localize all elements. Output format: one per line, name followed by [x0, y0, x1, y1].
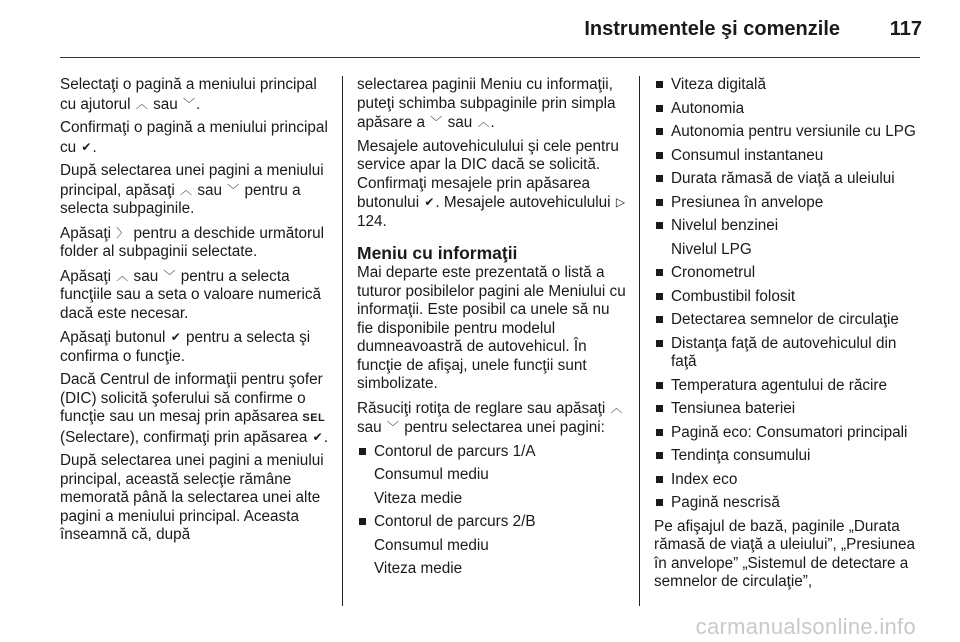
section-title: Instrumentele şi comenzile	[584, 18, 840, 40]
paragraph: Pe afişajul de bază, paginile „Durata rămasă de viaţă a uleiului”, „Presiunea în anvelope” „Sistemul de detectare a semnelor de circulaţie”,	[654, 517, 916, 590]
list-item: Consumul instantaneu	[654, 147, 926, 166]
list-item: Contorul de parcurs 2/B	[357, 513, 629, 532]
page-reference-triangle-icon: ▷	[615, 195, 626, 209]
sel-button-label: SEL	[302, 412, 326, 424]
list-item: Detectarea semnelor de circulaţie	[654, 311, 926, 330]
paragraph: După selectarea unei pagini a meniului principal, această selecţie rămâne memorată până la selectarea unei alte pagini a meniului principal. Aceasta înseamnă că, după	[60, 452, 324, 543]
header-rule	[60, 57, 920, 58]
list-item: Presiunea în anvelope	[654, 194, 926, 213]
chevron-up-icon: ︿	[610, 400, 623, 415]
list-item: Autonomia pentru versiunile cu LPG	[654, 123, 926, 142]
chevron-up-icon: ︿	[477, 115, 490, 129]
checkmark-icon: ✔	[424, 195, 435, 209]
paragraph: Mai departe este prezentată o listă a tuturor posibilelor pagini ale Meniului cu informaţii. Este posibil ca unele să nu fie disponibile pentru modelul dumneavoastră de autovehicul. În funcţie de afişaj, unele funcţii sunt simbolizate.	[357, 264, 626, 392]
list-item: Durata rămasă de viaţă a uleiului	[654, 170, 926, 189]
list-subitem: Consumul mediu	[374, 536, 489, 554]
list-item: Cronometrul	[654, 264, 926, 283]
chevron-up-icon: ︿	[180, 182, 193, 197]
section-heading: Meniu cu informaţii	[357, 243, 518, 263]
list-item: Tendinţa consumului	[654, 447, 926, 466]
paragraph: Selectaţi o pagină a meniului principal cu ajutorul ︿ sau ﹀.	[60, 76, 317, 113]
chevron-up-icon: ︿	[135, 96, 148, 111]
list-item: Tensiunea bateriei	[654, 400, 926, 419]
chevron-down-icon: ﹀	[227, 182, 240, 197]
paragraph: selectarea paginii Meniu cu informaţii, puteţi schimba subpaginile prin simpla apăsare a ﹀ sau ︿.	[357, 76, 616, 131]
checkmark-icon: ✔	[170, 330, 181, 344]
checkmark-icon: ✔	[81, 139, 92, 154]
paragraph: Mesajele autovehiculului şi cele pentru service apar la DIC dacă se solicită. Confirmaţi mesajele prin apăsarea butonului ✔. Mesajele autovehiculului ▷ 124.	[357, 137, 626, 230]
list-item: Pagină nescrisă	[654, 494, 926, 513]
page-list	[654, 76, 926, 513]
list-item: Distanţa faţă de autovehiculul din faţă	[654, 335, 926, 372]
checkmark-icon: ✔	[312, 429, 323, 444]
list-subitem: Viteza medie	[374, 489, 463, 507]
paragraph: După selectarea unei pagini a meniului principal, apăsaţi ︿ sau ﹀ pentru a selecta subpaginile.	[60, 162, 324, 217]
list-item: Combustibil folosit	[654, 288, 926, 307]
list-item: Contorul de parcurs 1/A	[357, 443, 629, 462]
column-3	[654, 76, 926, 597]
paragraph: Dacă Centrul de informaţii pentru şofer (DIC) solicită şoferului să confirme o funcţie sau un mesaj prin apăsarea SEL (Selectare), confirmaţi prin apăsarea ✔.	[60, 371, 328, 446]
chevron-down-icon: ﹀	[430, 115, 443, 129]
column-divider	[639, 76, 640, 606]
watermark: carmanualsonline.info	[695, 614, 916, 639]
column-1	[60, 76, 332, 550]
chevron-down-icon: ﹀	[163, 268, 176, 283]
list-item: Index eco	[654, 471, 926, 490]
list-item: Nivelul benzinei	[654, 217, 926, 236]
column-divider	[342, 76, 343, 606]
paragraph: Apăsaţi butonul ✔ pentru a selecta şi confirma o funcţie.	[60, 329, 311, 365]
chevron-right-icon: 〉	[116, 225, 129, 240]
paragraph: Răsuciţi rotiţa de reglare sau apăsaţi ︿ sau ﹀ pentru selectarea unei pagini:	[357, 399, 623, 436]
list-item: Temperatura agentului de răcire	[654, 377, 926, 396]
chevron-down-icon: ﹀	[386, 420, 399, 434]
column-2	[357, 76, 629, 584]
paragraph: Confirmaţi o pagină a meniului principal cu ✔.	[60, 119, 328, 156]
paragraph: Apăsaţi 〉 pentru a deschide următorul folder al subpaginii selectate.	[60, 224, 325, 260]
list-subitem: Nivelul LPG	[671, 240, 752, 258]
list-subitem: Consumul mediu	[374, 466, 489, 483]
list-subitem: Viteza medie	[374, 560, 463, 577]
page-list	[357, 443, 629, 579]
chevron-up-icon: ︿	[116, 268, 129, 283]
paragraph: Apăsaţi ︿ sau ﹀ pentru a selecta funcţiile sau a seta o valoare numerică dacă este necesar.	[60, 267, 322, 322]
list-item: Viteza digitală	[654, 76, 926, 95]
list-item: Autonomia	[654, 100, 926, 119]
list-item: Pagină eco: Consumatori principali	[654, 424, 926, 443]
page-header	[0, 0, 960, 58]
chevron-down-icon: ﹀	[183, 96, 196, 111]
page-number: 117	[889, 18, 922, 40]
